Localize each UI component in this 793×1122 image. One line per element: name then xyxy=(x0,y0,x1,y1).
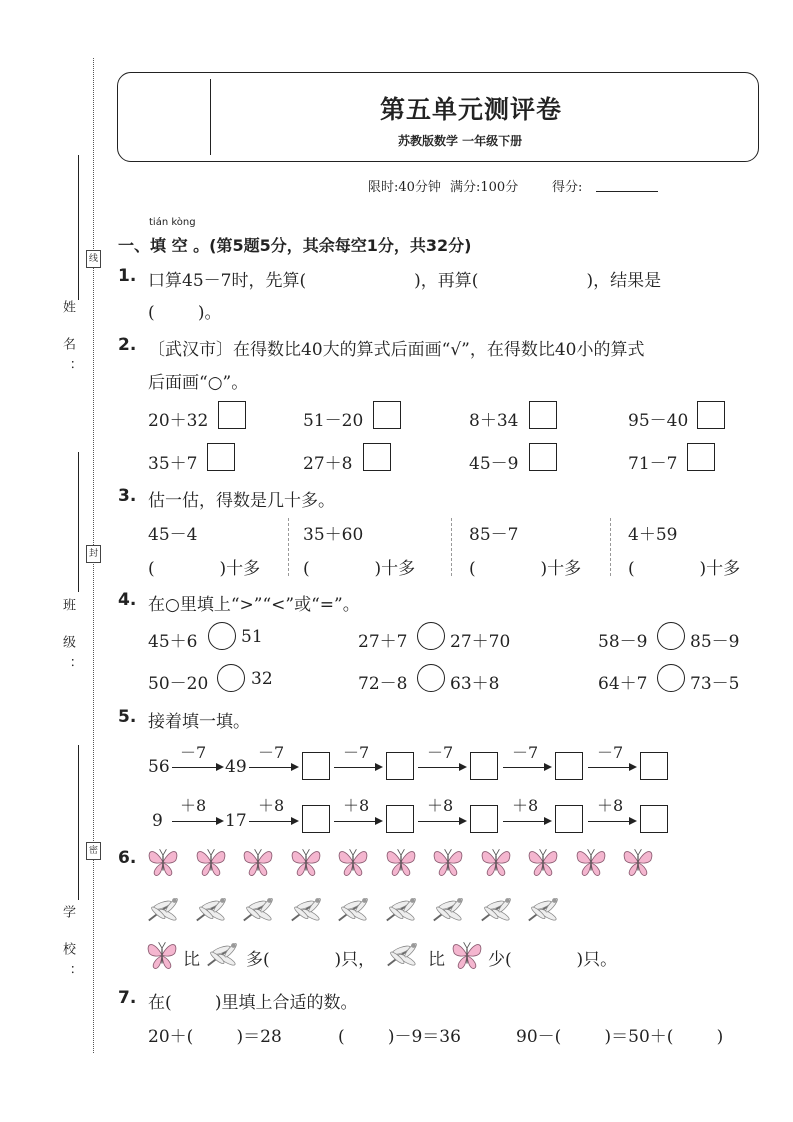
butterfly-icon xyxy=(574,845,608,879)
q7-text: 在( )里填上合适的数。 xyxy=(148,993,358,1013)
q3-answer[interactable]: ( )十多 xyxy=(148,559,261,579)
class-label: 班 级： xyxy=(60,598,75,682)
q5-op-label: －7 xyxy=(597,743,624,762)
q5-answer-box[interactable] xyxy=(470,752,498,780)
butterfly-icon xyxy=(289,845,323,879)
q4-right: 73－5 xyxy=(690,674,740,694)
q3-expr: 85－7 xyxy=(469,525,519,545)
butterfly-icon xyxy=(526,845,560,879)
q3-expr: 45－4 xyxy=(148,525,198,545)
q4-number: 4. xyxy=(118,590,137,610)
q6-number: 6. xyxy=(118,848,137,868)
q3-divider xyxy=(451,518,452,576)
q2-expr: 27＋8 xyxy=(303,454,353,474)
q2-answer-box[interactable] xyxy=(529,443,557,471)
q5-arrow xyxy=(249,821,297,822)
q5-arrow xyxy=(172,821,222,822)
q4-compare-circle[interactable] xyxy=(657,622,685,650)
q5-op-label: ＋8 xyxy=(180,796,207,815)
school-line xyxy=(78,745,79,900)
q7-equation[interactable]: 20＋( )＝28 xyxy=(148,1027,282,1047)
class-line xyxy=(78,452,79,592)
q5-answer-box[interactable] xyxy=(640,752,668,780)
full-score: 满分:100分 xyxy=(450,180,519,195)
q5-answer-box[interactable] xyxy=(302,805,330,833)
q5-op-label: ＋8 xyxy=(427,796,454,815)
q2-answer-box[interactable] xyxy=(218,401,246,429)
time-limit: 限时:40分钟 xyxy=(368,180,441,195)
dragonfly-icon xyxy=(383,895,421,925)
dragonfly-icon xyxy=(204,940,242,970)
q5-arrow xyxy=(249,767,297,768)
q5-answer-box[interactable] xyxy=(555,752,583,780)
q5-op-label: ＋8 xyxy=(343,796,370,815)
q3-expr: 4＋59 xyxy=(628,525,678,545)
q5-second-value: 17 xyxy=(225,811,247,831)
q5-answer-box[interactable] xyxy=(386,805,414,833)
butterfly-icon xyxy=(431,845,465,879)
dragonfly-icon xyxy=(288,895,326,925)
q2-expr: 95－40 xyxy=(628,411,689,431)
q5-answer-box[interactable] xyxy=(555,805,583,833)
q3-answer[interactable]: ( )十多 xyxy=(469,559,582,579)
q4-right: 27＋70 xyxy=(450,632,511,652)
q4-left: 64＋7 xyxy=(598,674,648,694)
dragonfly-icon xyxy=(430,895,468,925)
q3-divider xyxy=(610,518,611,576)
q5-answer-box[interactable] xyxy=(302,752,330,780)
seal-mark-seal: 封 xyxy=(86,545,101,563)
seal-mark-line: 线 xyxy=(86,250,101,268)
q2-text: 〔武汉市〕在得数比40大的算式后面画“√”，在得数比40小的算式 xyxy=(148,340,645,360)
section-pinyin: tián kòng xyxy=(149,217,196,228)
seal-mark-secret: 密 xyxy=(86,842,101,860)
q5-arrow xyxy=(418,767,465,768)
q1-text: 口算45－7时，先算( )，再算( )，结果是 xyxy=(148,271,662,291)
q2-answer-box[interactable] xyxy=(529,401,557,429)
name-label: 姓 名： xyxy=(60,300,75,384)
q4-text: 在○里填上“>”“<”或“=”。 xyxy=(148,595,360,615)
q2-text-2: 后面画“○”。 xyxy=(148,373,249,393)
q5-arrow xyxy=(588,821,635,822)
q6-text-d[interactable]: 少( )只。 xyxy=(488,950,618,970)
dragonfly-icon xyxy=(335,895,373,925)
q4-left: 50－20 xyxy=(148,674,209,694)
butterfly-icon xyxy=(621,845,655,879)
q5-number: 5. xyxy=(118,707,137,727)
school-label: 学 校： xyxy=(60,905,75,989)
q3-divider xyxy=(288,518,289,576)
q5-arrow xyxy=(588,767,635,768)
q4-compare-circle[interactable] xyxy=(417,622,445,650)
q1-text-2: ( )。 xyxy=(148,303,222,323)
q4-compare-circle[interactable] xyxy=(217,664,245,692)
q4-right: 85－9 xyxy=(690,632,740,652)
dragonfly-icon xyxy=(240,895,278,925)
q4-compare-circle[interactable] xyxy=(208,622,236,650)
q3-number: 3. xyxy=(118,486,137,506)
q5-arrow xyxy=(334,821,381,822)
q4-left: 58－9 xyxy=(598,632,648,652)
dragonfly-icon xyxy=(478,895,516,925)
q5-op-label: ＋8 xyxy=(258,796,285,815)
q6-text-b[interactable]: 多( )只， xyxy=(246,950,376,970)
q5-start-value: 9 xyxy=(152,811,163,831)
q6-text-a: 比 xyxy=(183,950,200,970)
title-frame-divider xyxy=(210,79,211,155)
butterfly-icon xyxy=(384,845,418,879)
q5-op-label: －7 xyxy=(427,743,454,762)
dragonfly-icon xyxy=(145,895,183,925)
q7-equation[interactable]: ( )－9＝36 xyxy=(338,1027,461,1047)
butterfly-icon xyxy=(194,845,228,879)
q2-answer-box[interactable] xyxy=(697,401,725,429)
q5-answer-box[interactable] xyxy=(640,805,668,833)
dragonfly-icon xyxy=(525,895,563,925)
butterfly-icon xyxy=(479,845,513,879)
q5-second-value: 49 xyxy=(225,757,247,777)
q4-right: 63＋8 xyxy=(450,674,500,694)
q3-text: 估一估，得数是几十多。 xyxy=(148,491,335,511)
q2-expr: 51－20 xyxy=(303,411,364,431)
q2-answer-box[interactable] xyxy=(373,401,401,429)
butterfly-icon xyxy=(146,845,180,879)
q4-right: 32 xyxy=(251,669,273,689)
q2-expr: 45－9 xyxy=(469,454,519,474)
q4-left: 27＋7 xyxy=(358,632,408,652)
q4-compare-circle[interactable] xyxy=(657,664,685,692)
page-title: 第五单元测评卷 xyxy=(380,95,563,124)
page-subtitle: 苏教版数学 一年级下册 xyxy=(398,134,523,148)
name-line xyxy=(78,155,79,300)
q4-left: 72－8 xyxy=(358,674,408,694)
q5-arrow xyxy=(334,767,381,768)
q4-left: 45＋6 xyxy=(148,632,198,652)
q3-answer[interactable]: ( )十多 xyxy=(303,559,416,579)
butterfly-icon xyxy=(241,845,275,879)
q5-arrow xyxy=(418,821,465,822)
dragonfly-icon xyxy=(384,940,422,970)
dragonfly-icon xyxy=(193,895,231,925)
q5-arrow xyxy=(503,767,550,768)
q2-expr: 20＋32 xyxy=(148,411,209,431)
q1-number: 1. xyxy=(118,266,137,286)
score-label: 得分: xyxy=(552,180,583,195)
q5-start-value: 56 xyxy=(148,757,170,777)
q5-answer-box[interactable] xyxy=(470,805,498,833)
q6-text-c: 比 xyxy=(428,950,445,970)
q2-answer-box[interactable] xyxy=(207,443,235,471)
q5-op-label: －7 xyxy=(258,743,285,762)
q5-arrow xyxy=(172,767,222,768)
q5-text: 接着填一填。 xyxy=(148,712,250,732)
section-heading: 一、填 空 。(第5题5分，其余每空1分，共32分) xyxy=(118,236,472,255)
q2-expr: 71－7 xyxy=(628,454,678,474)
q5-answer-box[interactable] xyxy=(386,752,414,780)
q7-equation[interactable]: 90－( )＝50＋( ) xyxy=(516,1027,724,1047)
q5-arrow xyxy=(503,821,550,822)
q2-answer-box[interactable] xyxy=(687,443,715,471)
q5-op-label: －7 xyxy=(512,743,539,762)
butterfly-icon xyxy=(450,938,484,972)
q2-expr: 8＋34 xyxy=(469,411,519,431)
q5-op-label: －7 xyxy=(180,743,207,762)
q2-expr: 35＋7 xyxy=(148,454,198,474)
q3-answer[interactable]: ( )十多 xyxy=(628,559,741,579)
q3-expr: 35＋60 xyxy=(303,525,364,545)
q2-answer-box[interactable] xyxy=(363,443,391,471)
q5-op-label: －7 xyxy=(343,743,370,762)
q7-number: 7. xyxy=(118,988,137,1008)
butterfly-icon xyxy=(336,845,370,879)
q4-compare-circle[interactable] xyxy=(417,664,445,692)
q5-op-label: ＋8 xyxy=(597,796,624,815)
score-field[interactable] xyxy=(596,191,658,192)
butterfly-icon xyxy=(145,938,179,972)
q4-right: 51 xyxy=(241,627,263,647)
q5-op-label: ＋8 xyxy=(512,796,539,815)
q2-number: 2. xyxy=(118,335,137,355)
